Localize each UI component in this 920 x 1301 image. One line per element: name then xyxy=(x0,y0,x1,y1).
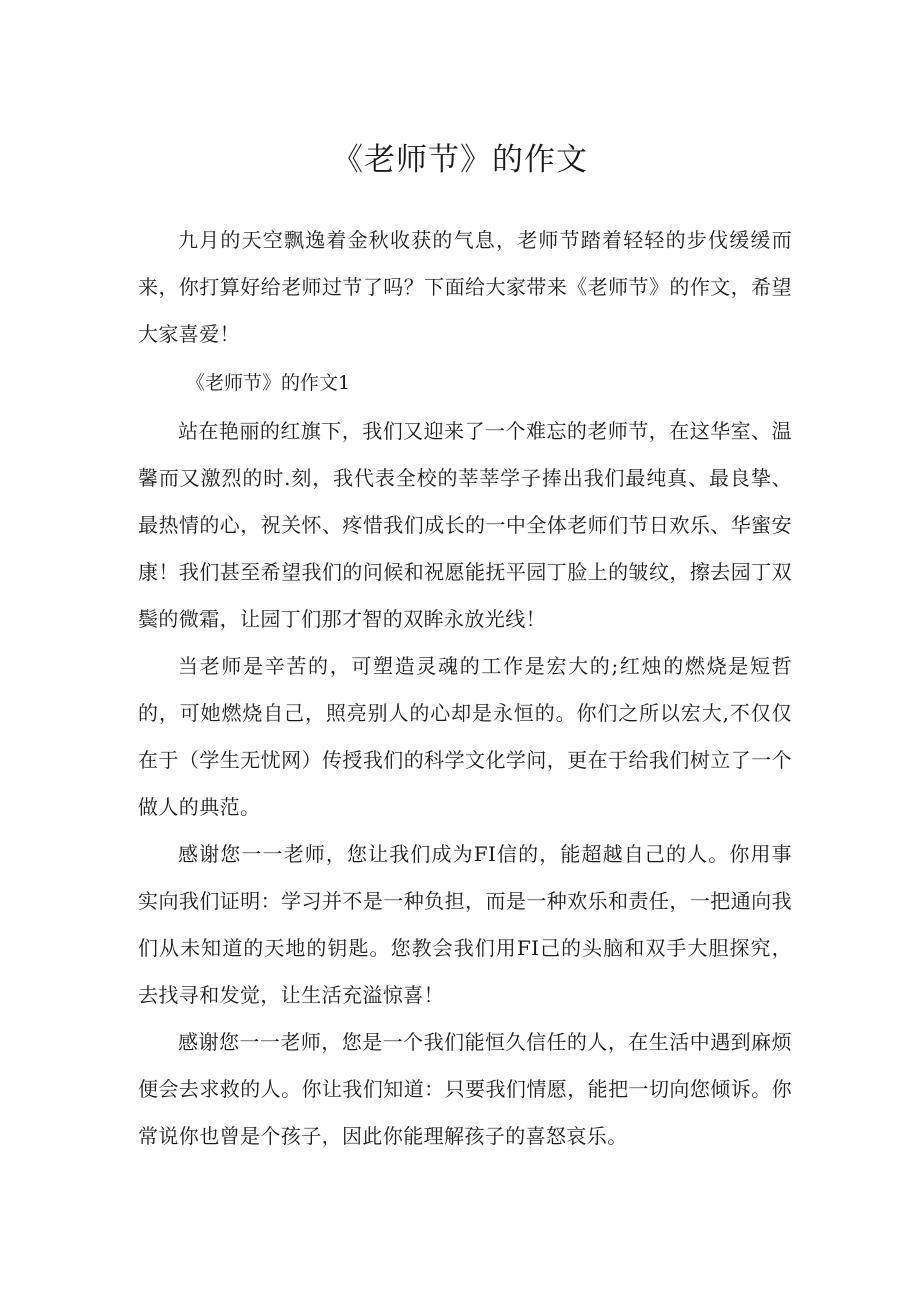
body-paragraph-4: 感谢您一一老师，您是一个我们能恒久信任的人，在生活中遇到麻烦便会去求救的人。你让我们知道：只要我们情愿，能把一切向您倾诉。你常说你也曾是个孩子，因此你能理解孩子的喜怒哀乐。 xyxy=(138,1030,792,1148)
body-paragraph-1: 站在艳丽的红旗下，我们又迎来了一个难忘的老师节，在这华室、温馨而又激烈的时.刻，我代表全校的莘莘学子捧出我们最纯真、最良挚、最热情的心，祝关怀、疼惜我们成长的一中全体老师们节日欢乐、华蜜安康！我们甚至希望我们的问候和祝愿能抚平园丁脸上的皱纹，擦去园丁双鬓的微霜，让园丁们那才智的双眸永放光线！ xyxy=(138,419,792,631)
intro-paragraph: 九月的天空飘逸着金秋收获的气息，老师节踏着轻轻的步伐缓缓而来，你打算好给老师过节了吗？下面给大家带来《老师节》的作文，希望大家喜爱！ xyxy=(138,228,792,346)
body-paragraph-3: 感谢您一一老师，您让我们成为FI信的，能超越自己的人。你用事实向我们证明：学习并不是一种负担，而是一种欢乐和责任，一把通向我们从未知道的天地的钥匙。您教会我们用FI己的头脑和双手大胆探究，去找寻和发觉，让生活充溢惊喜！ xyxy=(138,842,792,1007)
document-title: 《老师节》的作文 xyxy=(332,142,588,178)
document-body xyxy=(138,217,792,1160)
section-heading: 《老师节》的作文1 xyxy=(186,372,351,394)
body-paragraph-2: 当老师是辛苦的，可塑造灵魂的工作是宏大的;红烛的燃烧是短哲的，可她燃烧自己，照亮别人的心却是永恒的。你们之所以宏大,不仅仅在于（学生无忧网）传授我们的科学文化学问，更在于给我们树立了一个做人的典范。 xyxy=(138,654,792,819)
